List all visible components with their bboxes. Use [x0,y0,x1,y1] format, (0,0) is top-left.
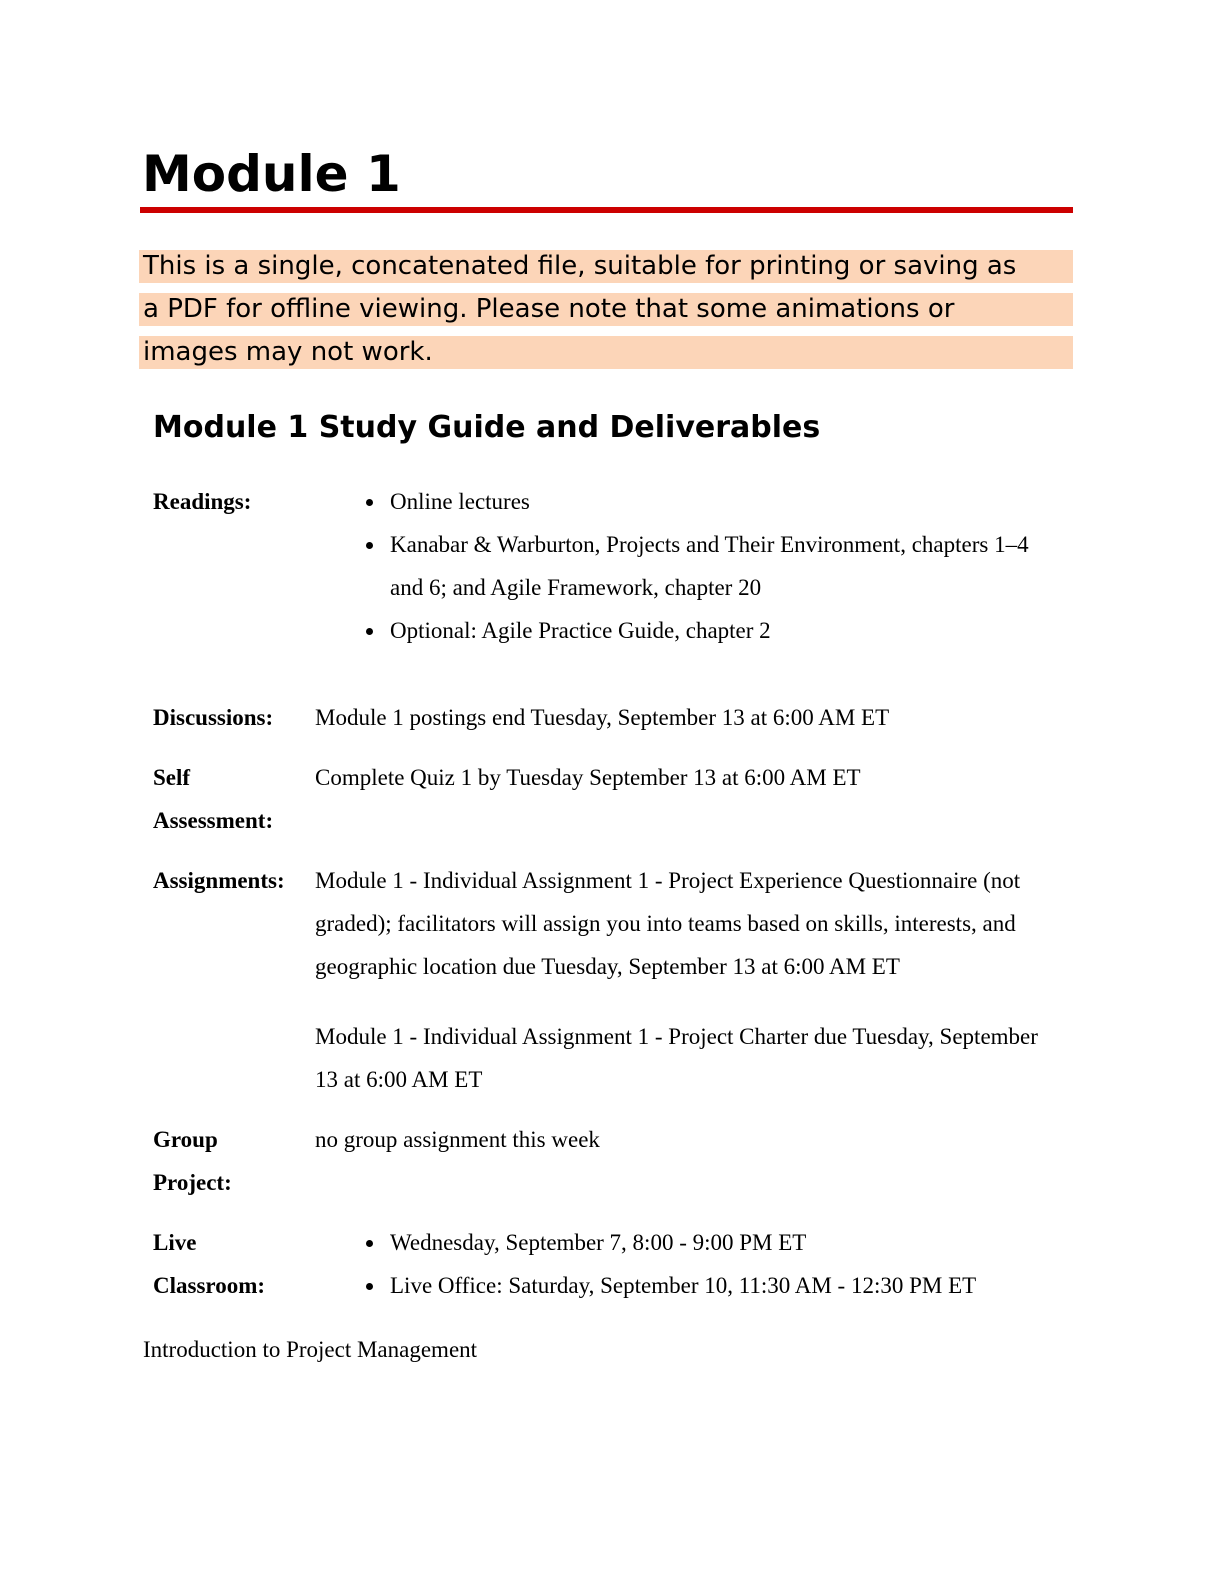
notice-line: This is a single, concatenated file, suitable for printing or saving as [139,250,1073,283]
course-footer: Introduction to Project Management [143,1337,478,1362]
group-project-label: Group Project: [153,1127,232,1195]
notice-line: a PDF for offline viewing. Please note that some animations or [139,293,1073,326]
live-classroom-content [315,1221,1063,1307]
offline-notice [139,250,1073,379]
readings-row [153,480,1063,652]
live-classroom-label: Live Classroom: [153,1230,266,1298]
assignment-paragraph: Module 1 - Individual Assignment 1 - Project Charter due Tuesday, September 13 at 6:00 AM ET [315,1024,1038,1092]
readings-list [315,480,1063,652]
discussions-row [153,696,1063,739]
live-classroom-row [153,1221,1063,1307]
self-assessment-text: Complete Quiz 1 by Tuesday September 13 at 6:00 AM ET [315,765,861,790]
group-project-text: no group assignment this week [315,1127,600,1152]
assignments-content [315,859,1063,1101]
assignments-row [153,859,1063,1101]
list-item: • Wednesday, September 7, 8:00 - 9:00 PM ET [386,1221,1063,1264]
readings-content [315,480,1063,652]
study-guide-table [153,480,1063,1307]
section-title: Module 1 Study Guide and Deliverables [153,410,821,445]
assignment-paragraph: Module 1 - Individual Assignment 1 - Project Experience Questionnaire (not graded); facilitators will assign you into teams based on skills, interests, and geographic location due Tuesday, September 13 at 6:00 AM ET [315,868,1021,979]
readings-label: Readings: [153,489,252,514]
live-classroom-list [315,1221,1063,1307]
list-item: • Kanabar & Warburton, Projects and Their Environment, chapters 1–4 and 6; and Agile Framework, chapter 20 [386,523,1063,609]
discussions-label: Discussions: [153,705,274,730]
page-title: Module 1 [142,145,401,203]
group-project-row [153,1118,1063,1204]
discussions-text: Module 1 postings end Tuesday, September 13 at 6:00 AM ET [315,705,890,730]
self-assessment-row [153,756,1063,842]
notice-line: images may not work. [139,336,1073,369]
list-item: • Online lectures [386,480,1063,523]
list-item: • Optional: Agile Practice Guide, chapter 2 [386,609,1063,652]
self-assessment-label: Self Assessment: [153,765,274,833]
list-item: • Live Office: Saturday, September 10, 11:30 AM - 12:30 PM ET [386,1264,1063,1307]
title-divider [140,207,1073,213]
assignments-label: Assignments: [153,868,285,893]
